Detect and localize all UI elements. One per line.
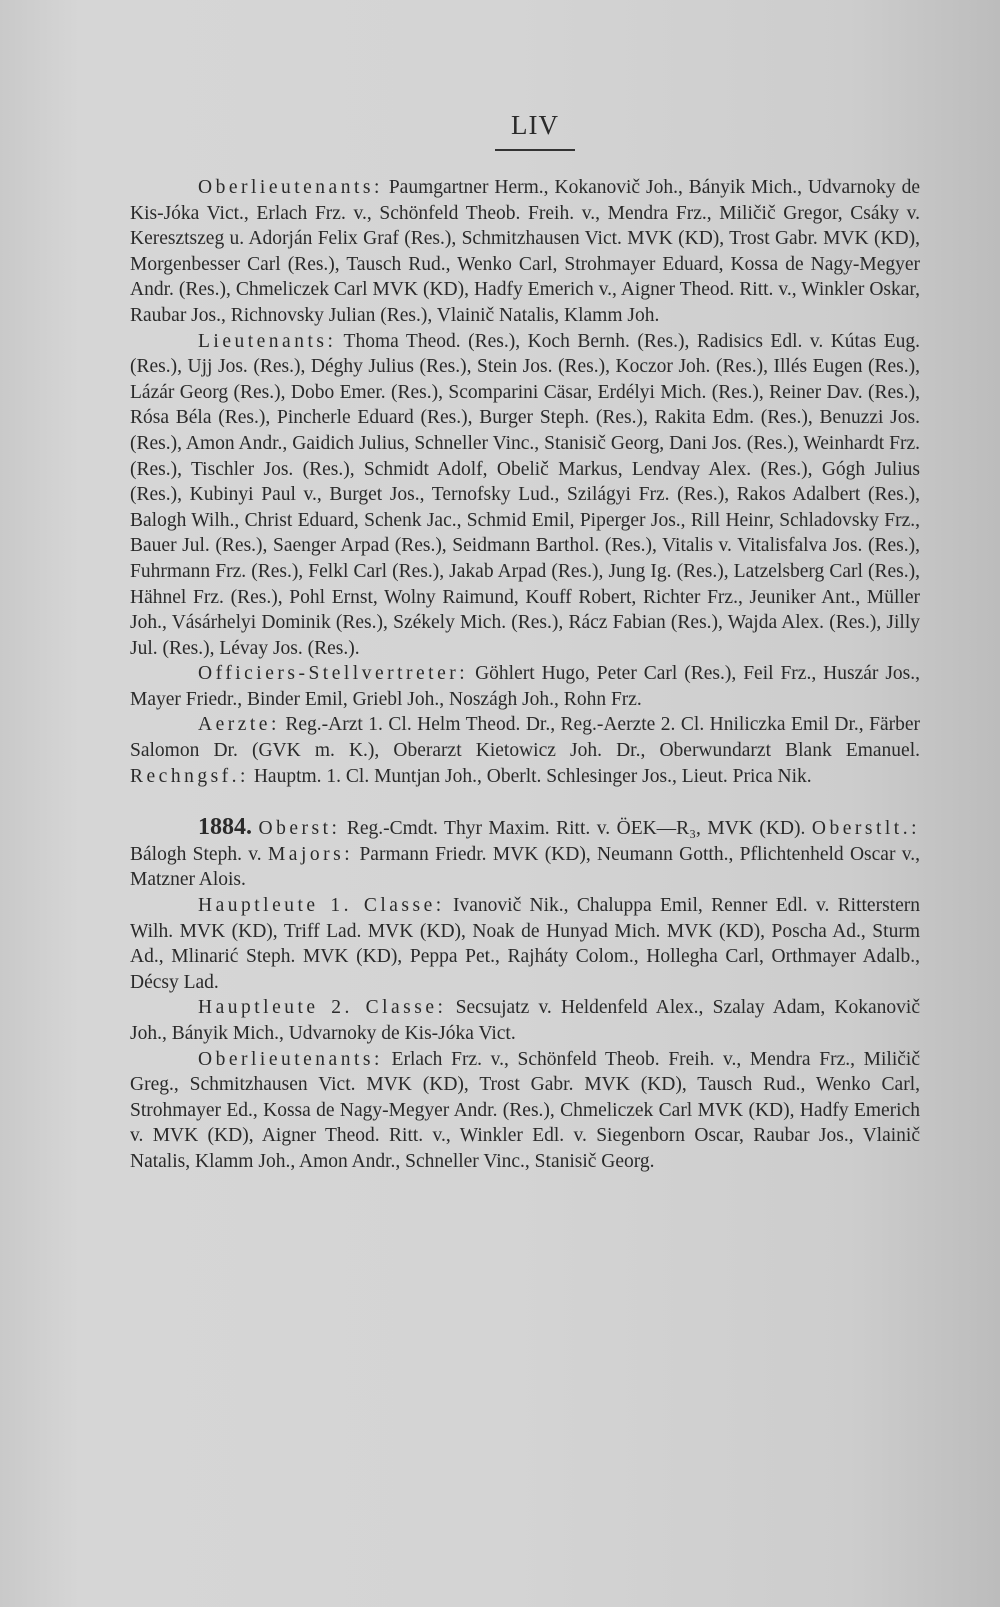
rank-label: Oberlieutenants: xyxy=(198,177,383,198)
paragraph-text: Ivanovič Nik., Chaluppa Emil, Renner Edl. v. Ritterstern Wilh. MVK (KD), Triff Lad. MVK (KD), Noak de Hunyad Mich. MVK (KD), Poscha Ad., Sturm Ad., Mlinarić Steph. MVK (KD), Peppa Pet., Rajháty Colom., Hollegha Carl, Orthmayer Adalb., Décsy Lad. xyxy=(130,895,920,993)
paragraph-hauptleute-1 xyxy=(130,893,920,995)
rank-label: Oberlieutenants: xyxy=(198,1048,383,1070)
paragraph-text: Göhlert Hugo, Peter Carl (Res.), Feil Frz., Huszár Jos., Mayer Friedr., Binder Emil, Griebl Joh., Noszágh Joh., Rohn Frz. xyxy=(130,663,920,710)
paragraph-text: Reg.-Cmdt. Thyr Maxim. Ritt. v. ÖEK—R₃, MVK (KD). xyxy=(340,818,812,840)
paragraph-text: Reg.-Arzt 1. Cl. Helm Theod. Dr., Reg.-Aerzte 2. Cl. Hniliczka Emil Dr., Färber Salomon Dr. (GVK m. K.), Oberarzt Kietowicz Joh. Dr., Oberwundarzt Blank Emanuel. xyxy=(130,714,920,762)
paragraph-text: Hauptm. 1. Cl. Muntjan Joh., Oberlt. Schlesinger Jos., Lieut. Prica Nik. xyxy=(248,765,812,787)
rank-label: Oberst: xyxy=(258,818,341,840)
paragraph-text: Bálogh Steph. v. xyxy=(130,843,268,865)
paragraph-text: Secsujatz v. Heldenfeld Alex., Szalay Adam, Kokanovič Joh., Bányik Mich., Udvarnoky de Kis-Jóka Vict. xyxy=(130,997,920,1044)
rank-label: Aerzte: xyxy=(198,714,280,736)
rank-label: Majors: xyxy=(267,843,354,865)
paragraph-officiers-stellvertreter xyxy=(130,661,920,712)
paragraph-aerzte xyxy=(130,712,920,789)
paragraph-text: Thoma Theod. (Res.), Koch Bernh. (Res.), Radisics Edl. v. Kútas Eug. (Res.), Ujj Jos. (Res.), Déghy Julius (Res.), Stein Jos. (Res.), Koczor Joh. (Res.), Illés Eugen (Res.), Lázár Georg (Res.), Dobo Emer. (Res.), Scomparini Cäsar, Erdélyi Mich. (Res.), Reiner Dav. (Res.), Rósa Béla (Res.), Pincherle Eduard (Res.), Burger Steph. (Res.), Rakita Edm. (Res.), Benuzzi Jos. (Res.), Amon Andr., Gaidich Julius, Schneller Vinc., Stanisič Georg, Dani Jos. (Res.), Weinhardt Frz. (Res.), Tischler Jos. (Res.), Schmidt Adolf, Obelič Markus, Lendvay Alex. (Res.), Gógh Julius (Res.), Kubinyi Paul v., Burget Jos., Ternofsky Lud., Szilágyi Frz. (Res.), Rakos Adalbert (Res.), Balogh Wilh., Christ Eduard, Schenk Jac., Schmid Emil, Piperger Jos., Rill Heinr, Schladovsky Frz., Bauer Jul. (Res.), Saenger Arpad (Res.), Seidmann Barthol. (Res.), Vitalis v. Vitalisfalva Jos. (Res.), Fuhrmann Frz. (Res.), Felkl Carl (Res.), Jakab Arpad (Res.), Jung Ig. (Res.), Latzelsberg Carl (Res.), Hähnel Frz. (Res.), Pohl Ernst, Wolny Raimund, Kouff Robert, Richter Frz., Jeuniker Ant., Müller Joh., Vásárhelyi Dominik (Res.), Székely Mich. (Res.), Rácz Fabian (Res.), Wajda Alex. (Res.), Jilly Jul. (Res.), Lévay Jos. (Res.). xyxy=(130,330,920,659)
paragraph-hauptleute-2 xyxy=(130,995,920,1046)
rank-label: Rechngsf.: xyxy=(130,765,249,787)
paragraph-text: Paumgartner Herm., Kokanovič Joh., Bányik Mich., Udvarnoky de Kis-Jóka Vict., Erlach Frz. v., Schönfeld Theob. Freih. v., Mendra Frz., Miličič Gregor, Csáky v. Keresztszeg u. Adorján Felix Graf (Res.), Schmitzhausen Vict. MVK (KD), Trost Gabr. MVK (KD), Morgenbesser Carl (Res.), Tausch Rud., Wenko Carl, Strohmayer Eduard, Kossa de Nagy-Megyer Andr. (Res.), Chmeliczek Carl MVK (KD), Hadfy Emerich v., Aigner Theod. Ritt. v., Winkler Oskar, Raubar Jos., Richnovsky Julian (Res.), Vlainič Natalis, Klamm Joh. xyxy=(130,177,920,326)
paragraph-text: Parmann Friedr. MVK (KD), Neumann Gotth., Pflichtenheld Oscar v., Matzner Alois. xyxy=(130,843,920,891)
paragraph-text: Erlach Frz. v., Schönfeld Theob. Freih. v., Mendra Frz., Miličič Greg., Schmitzhausen Vict. MVK (KD), Trost Gabr. MVK (KD), Tausch Rud., Wenko Carl, Strohmayer Ed., Kossa de Nagy-Megyer Andr. (Res.), Chmeliczek Carl MVK (KD), Hadfy Emerich v. MVK (KD), Aigner Theod. Ritt. v., Winkler Edl. v. Siegenborn Oscar, Raubar Jos., Vlainič Natalis, Klamm Joh., Amon Andr., Schneller Vinc., Stanisič Georg. xyxy=(130,1048,920,1172)
rank-label: Hauptleute 1. Classe: xyxy=(198,895,445,917)
year-heading: 1884. xyxy=(198,814,252,841)
paragraph-lieutenants xyxy=(130,329,920,662)
section-gap xyxy=(130,789,920,815)
paragraph-oberlieutenants xyxy=(130,175,920,329)
page-number: LIV xyxy=(511,110,559,140)
paragraph-year-1884 xyxy=(130,815,920,893)
rank-label: Hauptleute 2. Classe: xyxy=(198,997,447,1019)
rank-label: Oberstlt.: xyxy=(811,818,920,840)
header-rule xyxy=(495,149,575,151)
paragraph-oberlieutenants-1884 xyxy=(130,1047,920,1175)
rank-label: Lieutenants: xyxy=(198,330,337,352)
rank-label: Officiers-Stellvertreter: xyxy=(198,663,469,685)
